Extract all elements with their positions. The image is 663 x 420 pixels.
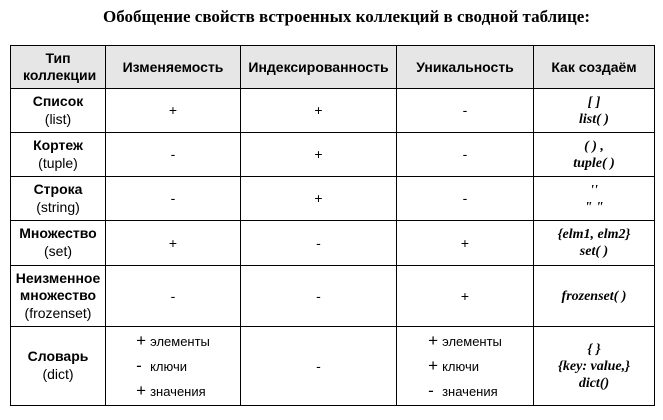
uniqueness-cell: -	[397, 177, 534, 221]
list-item: + значения	[136, 380, 206, 400]
indexing-cell: -	[241, 221, 397, 266]
creation-syntax: [ ]	[587, 94, 601, 110]
creation-cell	[534, 89, 655, 133]
collection-name-cell	[11, 327, 106, 406]
creation-syntax: " "	[584, 199, 604, 215]
table-row	[11, 327, 655, 406]
creation-cell	[534, 221, 655, 266]
collection-name-cell	[11, 221, 106, 266]
uniqueness-cell: +	[397, 221, 534, 266]
creation-syntax: ( ) ,	[584, 138, 604, 154]
indexing-cell: +	[241, 89, 397, 133]
uniqueness-cell: +	[397, 266, 534, 327]
creation-syntax: frozenset( )	[561, 288, 627, 304]
creation-syntax: { }	[587, 341, 601, 357]
table-header-row	[11, 46, 655, 89]
creation-cell	[534, 327, 655, 406]
collection-name: Строка	[33, 180, 83, 197]
collection-name-en: (string)	[36, 198, 80, 215]
uniqueness-cell: -	[397, 133, 534, 177]
creation-syntax: tuple( )	[573, 155, 615, 171]
collection-name: Неизменное множество	[15, 269, 101, 303]
collection-name-en: (set)	[44, 243, 72, 259]
table-row	[11, 266, 655, 327]
collection-name-en: (frozenset)	[24, 304, 92, 321]
mutability-cell: -	[106, 266, 241, 327]
creation-syntax: ''	[590, 182, 598, 198]
header-creation: Как создаём	[534, 46, 655, 89]
indexing-cell: +	[241, 177, 397, 221]
creation-syntax: dict()	[578, 375, 610, 391]
collections-summary-table	[10, 45, 655, 406]
page-title: Обобщение свойств встроенных коллекций в сводной таблице:	[103, 7, 590, 26]
creation-syntax: {elm1, elm2}	[557, 227, 631, 242]
creation-cell	[534, 177, 655, 221]
indexing-cell: -	[241, 327, 397, 406]
creation-syntax: set( )	[579, 244, 609, 259]
header-indexing: Индексированность	[241, 46, 397, 89]
collection-name: Список	[32, 92, 84, 109]
table-row	[11, 133, 655, 177]
uniqueness-cell: -	[397, 89, 534, 133]
collection-name: Кортеж	[33, 136, 83, 153]
collection-name: Словарь	[27, 348, 89, 364]
mutability-cell: -	[106, 177, 241, 221]
creation-cell	[534, 266, 655, 327]
collection-name-cell	[11, 89, 106, 133]
uniqueness-cell	[397, 327, 534, 406]
collection-name-en: (list)	[44, 110, 72, 127]
indexing-cell: +	[241, 133, 397, 177]
collection-name-en: (dict)	[42, 366, 74, 382]
list-item: + элементы	[428, 330, 502, 350]
table-row	[11, 89, 655, 133]
mutability-cell	[106, 327, 241, 406]
creation-cell	[534, 133, 655, 177]
list-item: - значения	[428, 380, 498, 400]
table-row	[11, 177, 655, 221]
collection-name-cell	[11, 177, 106, 221]
creation-syntax: list( )	[579, 111, 609, 127]
creation-syntax: {key: value,}	[558, 358, 630, 374]
collection-name-cell	[11, 133, 106, 177]
table-row	[11, 221, 655, 266]
header-uniqueness: Уникальность	[397, 46, 534, 89]
mutability-cell: -	[106, 133, 241, 177]
collection-name-en: (tuple)	[38, 154, 78, 171]
list-item: + элементы	[136, 330, 210, 350]
mutability-cell: +	[106, 221, 241, 266]
list-item: - ключи	[136, 355, 188, 375]
mutability-cell: +	[106, 89, 241, 133]
indexing-cell: -	[241, 266, 397, 327]
uniqueness-sublist	[428, 329, 502, 404]
mutability-sublist	[136, 329, 210, 404]
list-item: + ключи	[428, 355, 480, 375]
header-type: Тип коллекции	[11, 46, 106, 89]
collection-name: Множество	[19, 225, 97, 241]
collection-name-cell	[11, 266, 106, 327]
header-mutability: Изменяемость	[106, 46, 241, 89]
